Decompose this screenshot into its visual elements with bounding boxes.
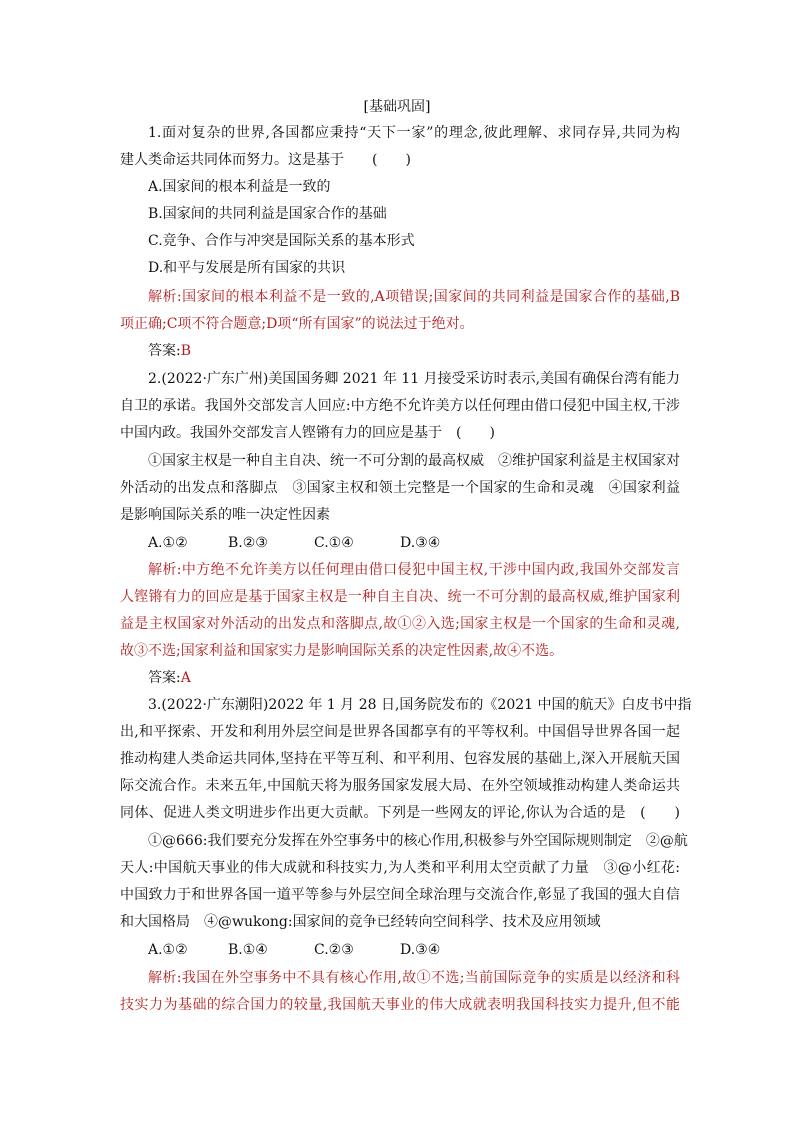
q3-stem-line: 推动构建人类命运共同体,坚持在平等互利、和平利用、包容发展的基础上,深入开展航天国: [120, 751, 680, 767]
q2-choice-b: B.②③: [228, 535, 268, 551]
q3-stem-line: 际交流合作。未来五年,中国航天将为服务国家发展大局、在外空领域推动构建人类命运共: [120, 778, 680, 794]
q2-answer: [148, 665, 680, 691]
q1-option-c: C.竞争、合作与冲突是国际关系的基本形式: [148, 233, 415, 249]
q1-stem-line: 1.面对复杂的世界,各国都应秉持“天下一家”的理念,彼此理解、求同存异,共同为构: [148, 125, 680, 141]
q2-choice-d: D.③④: [400, 535, 441, 551]
q3-analysis-line: 解析:我国在外空事务中不具有核心作用,故①不选;当前国际竞争的实质是以经济和科: [148, 970, 680, 986]
q2-statement-line: 是影响国际关系的唯一决定性因素: [120, 507, 330, 523]
section-title: [基础巩固]: [363, 99, 431, 115]
answer-value: A: [180, 670, 191, 686]
q1-answer: [148, 338, 680, 364]
q2-statement-line: 外活动的出发点和落脚点 ③国家主权和领土完整是一个国家的生命和灵魂 ④国家利益: [120, 480, 680, 496]
q3-statement-line: ①@666:我们要充分发挥在外空事务中的核心作用,积极参与外空国际规则制定 ②@航: [148, 833, 688, 849]
q2-analysis-line: 益是主权国家对外活动的出发点和落脚点,故①②入选;国家主权是一个国家的生命和灵魂,: [120, 616, 680, 632]
q2-statement-line: ①国家主权是一种自主自决、统一不可分割的最高权威 ②维护国家利益是主权国家对: [148, 453, 680, 469]
answer-label: 答案:: [148, 343, 181, 359]
q2-choice-a: A.①②: [148, 535, 188, 551]
q1-option-d: D.和平与发展是所有国家的共识: [148, 260, 346, 276]
q2-analysis-line: 人铿锵有力的回应是基于国家主权是一种自主自决、统一不可分割的最高权威,维护国家利: [120, 589, 680, 605]
q3-stem-line: 同体、促进人类文明进步作出更大贡献。下列是一些网友的评论,你认为合适的是 ( ): [120, 805, 680, 821]
q3-analysis-line: 技实力为基础的综合国力的较量,我国航天事业的伟大成就表明我国科技实力提升,但不能: [120, 997, 680, 1013]
q3-stem-line: 3.(2022·广东潮阳)2022 年 1 月 28 日,国务院发布的《2021 中国的航天》白皮书中指: [148, 697, 692, 713]
q3-stem-line: 出,和平探索、开发和利用外层空间是世界各国都享有的平等权利。中国倡导世界各国一起: [120, 724, 680, 740]
q1-analysis-line: 解析:国家间的根本利益不是一致的,A项错误;国家间的共同利益是国家合作的基础,B: [148, 289, 680, 305]
q3-choice-c: C.②③: [314, 942, 354, 958]
q2-analysis-line: 故③不选;国家利益和国家实力是影响国际关系的决定性因素,故④不选。: [120, 643, 564, 659]
answer-label: 答案:: [148, 670, 181, 686]
q3-statement-line: 和大国格局 ④@wukong:国家间的竞争已经转向空间科学、技术及应用领域: [120, 914, 601, 930]
q3-choice-a: A.①②: [148, 942, 188, 958]
q2-analysis-line: 解析:中方绝不允许美方以任何理由借口侵犯中国主权,干涉中国内政,我国外交部发言: [148, 562, 680, 578]
q3-statement-line: 中国致力于和世界各国一道平等参与外层空间全球治理与交流合作,彰显了我国的强大自信: [120, 887, 680, 903]
q3-statement-line: 天人:中国航天事业的伟大成就和科技实力,为人类和平利用太空贡献了力量 ③@小红花:: [120, 860, 680, 876]
q1-stem-line: 建人类命运共同体而努力。这是基于 ( ): [120, 152, 411, 168]
q1-option-a: A.国家间的根本利益是一致的: [148, 179, 331, 195]
q3-choice-b: B.①④: [228, 942, 268, 958]
q3-choice-d: D.③④: [400, 942, 441, 958]
q2-choice-c: C.①④: [314, 535, 354, 551]
q1-option-b: B.国家间的共同利益是国家合作的基础: [148, 206, 387, 222]
q2-stem-line: 2.(2022·广东广州)美国国务卿 2021 年 11 月接受采访时表示,美国有确保台湾有能力: [148, 371, 681, 387]
q1-analysis-line: 项正确;C项不符合题意;D项“所有国家”的说法过于绝对。: [120, 316, 474, 332]
q2-stem-line: 中国内政。我国外交部发言人铿锵有力的回应是基于 ( ): [120, 425, 495, 441]
answer-value: B: [180, 343, 192, 359]
q2-stem-line: 自卫的承诺。我国外交部发言人回应:中方绝不允许美方以任何理由借口侵犯中国主权,干涉: [120, 398, 680, 414]
